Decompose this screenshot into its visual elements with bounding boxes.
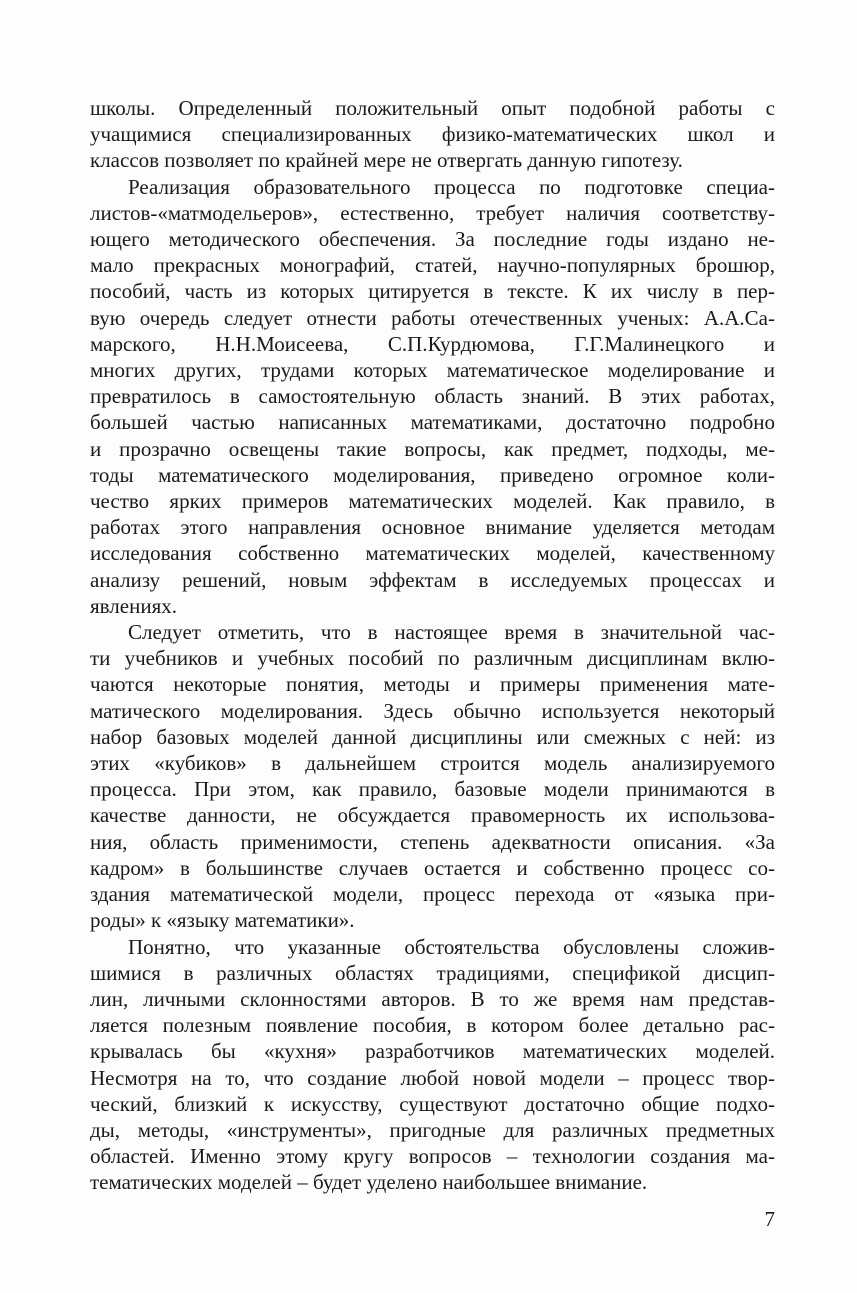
text-line: Несмотря на то, что создание любой новой модели – процесс твор-: [90, 1065, 775, 1090]
text-line: лин, личными склонностями авторов. В то же время нам представ-: [90, 986, 775, 1011]
text-line: листов-«матмодельеров», естественно, требует наличия соответству-: [90, 200, 775, 225]
text-line: многих других, трудами которых математическое моделирование и: [90, 358, 775, 383]
text-line: тематических моделей – будет уделено наибольшее внимание.: [90, 1170, 648, 1195]
text-line: тоды математического моделирования, приведено огромное коли-: [90, 462, 775, 487]
text-line: Следует отметить, что в настоящее время в значительной час-: [128, 620, 775, 645]
text-line: ческий, близкий к искусству, существуют достаточно общие подхо-: [90, 1091, 775, 1116]
paragraph: [90, 95, 775, 174]
text-line: анализу решений, новым эффектам в исследуемых процессах и: [90, 567, 775, 592]
text-line: матического моделирования. Здесь обычно используется некоторый: [90, 698, 775, 723]
text-line: исследования собственно математических моделей, качественному: [90, 541, 775, 566]
text-line: ющего методического обеспечения. За последние годы издано не-: [90, 227, 775, 252]
text-line: марского, Н.Н.Моисеева, С.П.Курдюмова, Г.Г.Малинецкого и: [90, 331, 775, 356]
text-line: чаются некоторые понятия, методы и примеры применения мате-: [90, 672, 775, 697]
text-line: ляется полезным появление пособия, в котором более детально рас-: [90, 1013, 775, 1038]
text-line: школы. Определенный положительный опыт подобной работы с: [90, 96, 775, 120]
text-line: явлениях.: [90, 593, 177, 618]
text-line: областей. Именно этому кругу вопросов – технологии создания ма-: [90, 1144, 775, 1169]
text-line: крывалась бы «кухня» разработчиков математических моделей.: [90, 1039, 775, 1064]
text-line: вую очередь следует отнести работы отечественных ученых: А.А.Са-: [90, 305, 775, 330]
paragraph: [90, 619, 775, 933]
paragraph: [90, 934, 775, 1196]
text-line: мало прекрасных монографий, статей, научно-популярных брошюр,: [90, 253, 775, 278]
text-line: чество ярких примеров математических моделей. Как правило, в: [90, 489, 775, 514]
page-text-block: [90, 95, 775, 1196]
text-line: и прозрачно освещены такие вопросы, как предмет, подходы, ме-: [90, 436, 775, 461]
text-line: роды» к «языку математики».: [90, 908, 355, 933]
text-line: большей частью написанных математиками, достаточно подробно: [90, 410, 775, 435]
text-line: здания математической модели, процесс перехода от «языка при-: [90, 882, 775, 907]
text-line: ды, методы, «инструменты», пригодные для различных предметных: [90, 1117, 775, 1142]
text-line: ти учебников и учебных пособий по различным дисциплинам вклю-: [90, 646, 775, 671]
text-line: качестве данности, не обсуждается правомерность их использова-: [90, 803, 775, 828]
text-line: кадром» в большинстве случаев остается и собственно процесс со-: [90, 855, 775, 880]
text-line: набор базовых моделей данной дисциплины или смежных с ней: из: [90, 724, 775, 749]
text-line: учащимися специализированных физико-математических школ и: [90, 122, 775, 147]
text-line: шимися в различных областях традициями, спецификой дисцип-: [90, 960, 775, 985]
page-number: 7: [764, 1207, 775, 1231]
text-line: классов позволяет по крайней мере не отвергать данную гипотезу.: [90, 148, 683, 173]
text-line: пособий, часть из которых цитируется в тексте. К их числу в пер-: [90, 279, 775, 304]
text-line: превратилось в самостоятельную область знаний. В этих работах,: [90, 384, 775, 409]
text-line: Реализация образовательного процесса по подготовке специа-: [128, 174, 775, 199]
text-line: процесса. При этом, как правило, базовые модели принимаются в: [90, 777, 775, 802]
paragraph: [90, 174, 775, 619]
text-line: работах этого направления основное внимание уделяется методам: [90, 515, 775, 540]
text-line: Понятно, что указанные обстоятельства обусловлены сложив-: [128, 934, 775, 959]
text-line: ния, область применимости, степень адекватности описания. «За: [90, 829, 775, 854]
text-line: этих «кубиков» в дальнейшем строится модель анализируемого: [90, 751, 775, 776]
